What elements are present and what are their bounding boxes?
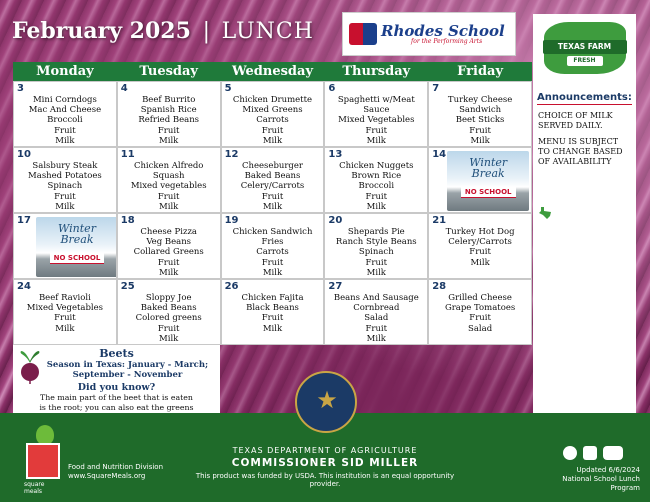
menu-item: Fruit <box>469 247 491 258</box>
menu-item: Milk <box>262 267 283 278</box>
menu-item: Chicken Sandwich <box>232 227 313 237</box>
calendar-day-cell <box>117 279 221 345</box>
menu-item: Milk <box>366 201 386 212</box>
calendar-day-cell <box>117 147 221 213</box>
did-you-know-heading: Did you know? <box>77 382 156 393</box>
menu-item: Sandwich <box>459 105 502 116</box>
weekday-thursday: Thursday <box>342 64 411 79</box>
day-number: 28 <box>432 281 447 292</box>
square-meals-logo <box>24 423 64 495</box>
calendar-title <box>12 18 314 44</box>
calendar-day-cell <box>428 213 532 279</box>
announcements-panel <box>533 14 636 414</box>
menu-item: Fruit <box>261 191 284 202</box>
menu-item: Milk <box>55 201 75 212</box>
calendar-day-cell <box>13 213 117 279</box>
meal-type: LUNCH <box>221 19 314 44</box>
calendar-day-cell <box>13 147 117 213</box>
announcements-title: Announcements: <box>537 92 632 103</box>
menu-item: Milk <box>366 333 386 344</box>
day-number: 19 <box>224 215 239 226</box>
day-number: 13 <box>328 149 343 160</box>
title-separator: | <box>202 19 210 44</box>
day-menu <box>118 82 220 146</box>
social-links <box>563 446 623 460</box>
menu-item: Fruit <box>157 323 180 334</box>
menu-item: Milk <box>470 257 490 268</box>
lunch-calendar <box>13 62 532 345</box>
menu-item: Celery/Carrots <box>448 237 512 248</box>
menu-item: Milk <box>262 201 283 212</box>
menu-item: Chicken Drumette <box>232 95 313 105</box>
menu-item: Fruit <box>261 257 284 268</box>
menu-item: Mashed Potatoes <box>28 171 102 182</box>
menu-item: Spaghetti w/Meat <box>337 95 415 105</box>
menu-item: Broccoli <box>47 115 83 126</box>
beets-season-line2: September - November <box>72 370 183 380</box>
star-icon: ★ <box>316 386 338 414</box>
menu-item: Baked Beans <box>244 171 301 182</box>
day-number: 14 <box>432 149 447 160</box>
menu-item: Fruit <box>365 125 388 136</box>
school-shield-icon <box>349 23 377 45</box>
day-number: 5 <box>224 83 232 94</box>
menu-item: Milk <box>159 267 179 278</box>
menu-item: Mixed Vegetables <box>26 303 104 314</box>
menu-item: Black Beans <box>246 303 299 314</box>
menu-item: Milk <box>262 135 283 146</box>
day-number: 11 <box>120 149 135 160</box>
menu-item: Milk <box>470 135 490 146</box>
calendar-week-row <box>13 213 532 279</box>
tda-department: TEXAS DEPARTMENT OF AGRICULTURE <box>232 446 418 455</box>
square-icon <box>26 443 60 479</box>
square-meals-label: square meals <box>24 481 45 495</box>
calendar-day-cell <box>428 147 532 213</box>
menu-item: Spinach <box>358 247 394 258</box>
beets-title: Beets <box>99 347 134 360</box>
menu-item: Milk <box>366 135 386 146</box>
day-number: 27 <box>328 281 343 292</box>
calendar-day-cell <box>428 279 532 345</box>
calendar-weeks <box>13 81 532 345</box>
menu-item: Ranch Style Beans <box>335 237 417 248</box>
day-menu <box>14 82 116 146</box>
menu-item: Fruit <box>157 125 180 136</box>
menu-item: Fries <box>261 237 284 248</box>
menu-item: Brown Rice <box>351 171 402 182</box>
school-logo <box>342 12 516 56</box>
day-number: 10 <box>17 149 31 160</box>
calendar-day-cell <box>221 81 325 147</box>
menu-item: Turkey Hot Dog <box>445 227 515 237</box>
beets-fact-line2: is the root; you can also eat the greens <box>39 402 194 412</box>
menu-item: Spanish Rice <box>140 105 197 116</box>
calendar-day-cell <box>324 213 428 279</box>
calendar-week-row <box>13 279 532 345</box>
menu-item: Fruit <box>54 191 76 202</box>
texas-state-icon <box>538 206 552 220</box>
weekday-tuesday: Tuesday <box>139 64 198 79</box>
school-name: Rhodes School <box>381 21 505 40</box>
day-number: 4 <box>120 83 128 94</box>
winter-break-line1: Winter <box>469 156 508 169</box>
calendar-day-cell <box>13 81 117 147</box>
menu-item: Milk <box>159 135 179 146</box>
facebook-icon[interactable] <box>563 446 577 460</box>
menu-item: Beef Ravioli <box>38 293 91 303</box>
day-number: 21 <box>432 215 447 226</box>
day-menu <box>222 82 324 146</box>
menu-item: Mixed vegetables <box>130 181 207 192</box>
day-number: 26 <box>224 281 239 292</box>
division-name: Food and Nutrition Division <box>68 463 164 471</box>
calendar-day-cell <box>324 81 428 147</box>
day-number: 24 <box>17 281 31 292</box>
menu-item: Chicken Nuggets <box>339 161 414 171</box>
day-number: 3 <box>17 83 24 94</box>
menu-item: Broccoli <box>358 181 395 192</box>
usda-disclaimer: This product was funded by USDA. This institution is an equal opportunity provider. <box>195 472 455 488</box>
school-tagline: for the Performing Arts <box>411 37 483 45</box>
calendar-day-cell <box>117 213 221 279</box>
calendar-day-cell <box>13 279 117 345</box>
division-website[interactable]: www.SquareMeals.org <box>68 472 146 480</box>
calendar-week-row <box>13 147 532 213</box>
winter-break-graphic <box>36 217 117 277</box>
day-number: 25 <box>120 281 135 292</box>
logo-subtext: FRESH <box>567 56 603 66</box>
day-number: 7 <box>432 83 440 94</box>
winter-break-line2: Break <box>471 167 505 180</box>
calendar-day-cell <box>324 147 428 213</box>
day-number: 20 <box>328 215 343 226</box>
calendar-week-row <box>13 81 532 147</box>
menu-item: Refried Beans <box>138 115 200 126</box>
calendar-day-cell <box>221 147 325 213</box>
menu-item: Salad <box>364 313 389 324</box>
calendar-day-cell <box>428 81 532 147</box>
beets-fact-line1: The main part of the beet that is eaten <box>40 393 193 402</box>
menu-item: Milk <box>55 323 75 334</box>
menu-item: Fruit <box>365 323 388 334</box>
winter-break-graphic <box>447 151 529 211</box>
menu-item: Squash <box>152 171 185 182</box>
nutrition-division-info <box>68 463 163 481</box>
day-number: 18 <box>120 215 135 226</box>
menu-item: Chicken Fajita <box>241 293 304 303</box>
menu-item: Chicken Alfredo <box>133 161 204 171</box>
weekday-monday: Monday <box>36 64 94 79</box>
logo-text: TEXAS FARM <box>543 40 627 54</box>
announcement-menu-change: MENU IS SUBJECT TO CHANGE BASED OF AVAILABILITY <box>538 137 623 166</box>
update-info <box>540 466 640 493</box>
menu-item: Fruit <box>157 257 180 268</box>
menu-item: Milk <box>366 267 386 278</box>
day-menu <box>325 82 427 146</box>
texas-farm-fresh-logo <box>539 22 631 84</box>
instagram-icon[interactable] <box>583 446 597 460</box>
menu-item: Colored greens <box>135 313 202 324</box>
youtube-icon[interactable] <box>603 446 623 460</box>
beets-season-line1: Season in Texas: January - March; <box>46 360 209 370</box>
menu-item: Carrots <box>256 247 289 258</box>
menu-item: Fruit <box>469 313 491 324</box>
menu-item: Fruit <box>365 257 388 268</box>
menu-item: Cornbread <box>353 303 400 314</box>
weekday-header-row <box>13 62 532 81</box>
menu-item: Fruit <box>157 191 180 202</box>
menu-item: Baked Beans <box>140 303 197 314</box>
menu-item: Cheeseburger <box>242 161 303 171</box>
menu-item: Celery/Carrots <box>240 181 305 192</box>
menu-item: Shepards Pie <box>347 227 405 237</box>
menu-item: Salsbury Steak <box>32 161 98 171</box>
menu-item: Beans And Sausage <box>333 293 419 303</box>
day-number: 6 <box>328 83 336 94</box>
menu-item: Beet Sticks <box>455 115 505 126</box>
menu-item: Grilled Cheese <box>448 293 512 303</box>
day-number: 12 <box>224 149 239 160</box>
no-school-label: NO SCHOOL <box>50 253 105 264</box>
menu-item: Milk <box>159 333 179 344</box>
beet-icon <box>17 349 43 385</box>
menu-item: Beef Burrito <box>142 95 196 105</box>
day-number: 17 <box>17 215 31 226</box>
menu-item: Sloppy Joe <box>145 293 192 303</box>
menu-item: Fruit <box>54 313 76 324</box>
menu-item: Fruit <box>469 125 491 136</box>
menu-item: Collared Greens <box>133 247 204 258</box>
announcement-milk: CHOICE OF MILK SERVED DAILY. <box>538 111 613 130</box>
program-name: National School Lunch Program <box>562 475 640 492</box>
menu-item: Fruit <box>54 125 76 136</box>
weekday-friday: Friday <box>457 64 504 79</box>
calendar-day-cell <box>324 279 428 345</box>
menu-item: Fruit <box>365 191 388 202</box>
apple-icon <box>36 425 54 445</box>
winter-break-line1: Winter <box>58 222 96 235</box>
menu-item: Fruit <box>261 125 284 136</box>
menu-item: Turkey Cheese <box>447 95 513 105</box>
menu-item: Fruit <box>261 313 284 324</box>
menu-item: Carrots <box>256 115 289 126</box>
menu-item: Veg Beans <box>146 237 192 248</box>
winter-break-line2: Break <box>60 233 94 246</box>
weekday-wednesday: Wednesday <box>231 64 313 79</box>
month-year: February 2025 <box>12 18 191 44</box>
updated-date: Updated 6/6/2024 <box>576 466 640 474</box>
menu-item: Sauce <box>363 105 390 116</box>
menu-item: Milk <box>55 135 75 146</box>
menu-item: Milk <box>159 201 179 212</box>
calendar-day-cell <box>117 81 221 147</box>
tda-info <box>180 446 470 488</box>
menu-item: Spinach <box>47 181 83 192</box>
calendar-day-cell <box>221 279 325 345</box>
menu-item: Salad <box>468 323 493 334</box>
menu-item: Milk <box>262 323 283 334</box>
menu-item: Cheese Pizza <box>140 227 197 237</box>
menu-item: Mini Corndogs <box>32 95 97 105</box>
menu-item: Mixed Vegetables <box>338 115 415 126</box>
menu-item: Grape Tomatoes <box>444 303 516 314</box>
no-school-label: NO SCHOOL <box>461 187 516 198</box>
tda-commissioner: COMMISSIONER SID MILLER <box>231 457 419 469</box>
menu-item: Mac And Cheese <box>28 105 102 116</box>
beets-info-box <box>13 345 220 413</box>
tda-seal-icon <box>295 371 357 433</box>
day-menu <box>429 82 531 146</box>
calendar-day-cell <box>221 213 325 279</box>
menu-item: Mixed Greens <box>242 105 303 116</box>
